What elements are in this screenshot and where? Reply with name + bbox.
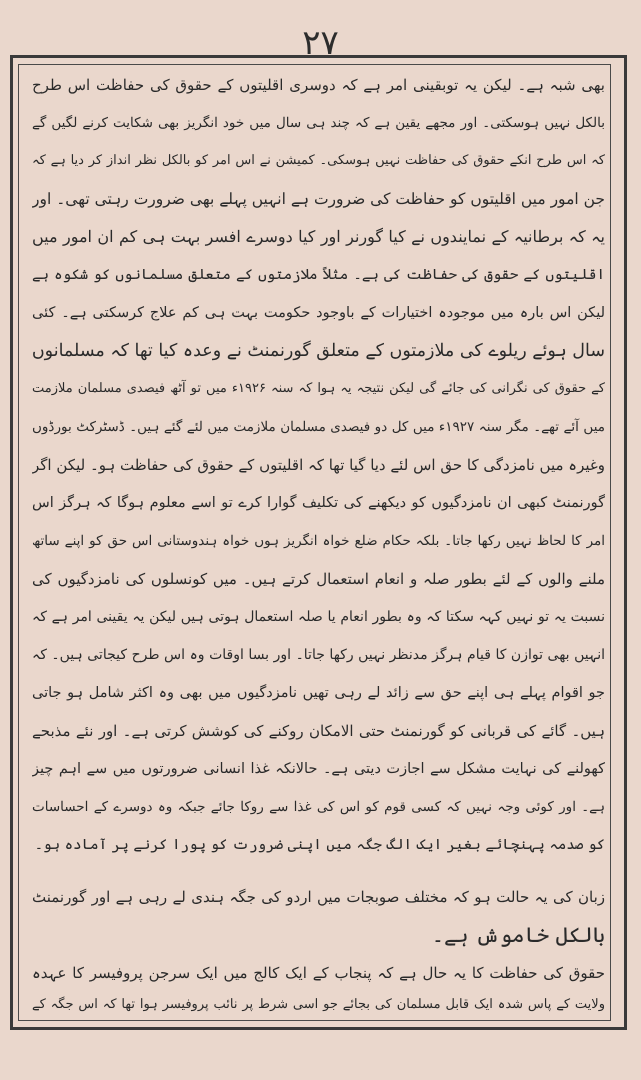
text-line: زبان کی یہ حالت ہو کہ مختلف صوبجات میں اردو کی جگہ ہندی لے رہی ہے اور گورنمنٹ (32, 888, 605, 906)
text-line: اقلیتوں کے حقوق کی حفاظت کی ہے۔ مثلاً ملازمتوں کے متعلق مسلمانوں کو شکوہ ہے (32, 267, 605, 283)
text-line: امر کا لحاظ نہیں رکھا جاتا۔ بلکہ حکام ضلع خواہ انگریز ہوں خواہ ہندوستانی اس حق کو اپنے ساتھ (32, 533, 605, 549)
text-line: یہ کہ برطانیہ کے نمایندوں نے کیا گورنر اور کیا دوسرے افسر بہت ہی کم ان امور میں (32, 227, 605, 246)
text-line: ملنے والوں کے لئے بطور صلہ و انعام استعمال کرتے ہیں۔ میں کونسلوں کی نامزدگیوں کی (32, 570, 605, 588)
text-line: کو صدمہ پہنچائے بغیر ایک الگ جگہ میں اپنی ضرورت کو پورا کرنے پر آمادہ ہو۔ (34, 837, 605, 853)
text-line: بھی شبہ ہے۔ لیکن یہ توبقینی امر ہے کہ دوسری اقلیتوں کے حقوق کی حفاظت اس طرح (32, 76, 605, 94)
text-line: کے حقوق کی نگرانی کی جائے گی لیکن نتیجہ یہ ہوا کہ سنہ ۱۹۲۶ء میں تو آٹھ فیصدی مسلمان ملازمت (32, 381, 605, 396)
text-line: حقوق کی حفاظت کا یہ حال ہے کہ پنجاب کے ایک کالج میں ایک سرجن پروفیسر کا عہدہ (32, 964, 605, 982)
text-line: کہ اس طرح انکے حقوق کی حفاظت نہیں ہوسکی۔ کمیشن نے اس امر کو بالکل نظر انداز کر دیا ہے کہ (32, 153, 605, 168)
page-text (32, 66, 605, 1024)
page-number: ۲۷ (302, 23, 339, 63)
text-line: بالکل نہیں ہوسکتی۔ اور مجھے یقین ہے کہ چند ہی سال میں خود انگریز بھی شکایت کرنے لگیں گے (32, 115, 605, 131)
text-line: وغیرہ میں نامزدگی کا حق اس لئے دیا گیا تھا کہ اقلیتوں کے حقوق کی حفاظت ہو۔ لیکن اگر (32, 456, 605, 474)
text-line: جو اقوام پہلے ہی اپنے حق سے زائد لے رہی تھیں نامزدگیوں میں بھی وہ اکثر شامل ہو جاتی (32, 685, 605, 701)
text-line: ولایت کے پاس شدہ ایک قابل مسلمان کی بجائے جو اسی شرط پر نائب پروفیسر ہوا تھا کہ اس جگہ کے (32, 997, 605, 1012)
text-line: ہے۔ اور کوئی وجہ نہیں کہ کسی قوم کو اس کی غذا سے روکا جائے جبکہ وہ دوسرے کے احساسات (32, 799, 605, 815)
text-line: سال ہوئے ریلوے کی ملازمتوں کے متعلق گورنمنٹ نے وعدہ کیا تھا کہ مسلمانوں (32, 341, 605, 361)
text-line: لیکن اس بارہ میں موجودہ اختیارات کے باوجود حکومت بہت ہی کم علاج کرسکتی ہے۔ کئی (32, 305, 605, 321)
text-line: میں آئے تھے۔ مگر سنہ ۱۹۲۷ء میں کل دو فیصدی مسلمان ملازمت میں لئے گئے ہیں۔ ڈسٹرکٹ بورڈوں (32, 419, 605, 435)
text-line: نسبت یہ تو نہیں کہہ سکتا کہ وہ بطور انعام یا صلہ استعمال ہوتی ہیں لیکن یہ یقینی امر ہے کہ (32, 609, 605, 625)
text-line: بالکل خاموش ہے۔ (431, 923, 605, 947)
text-line: انہیں بھی توازن کا قیام ہرگز مدنظر نہیں رکھا جاتا۔ اور بسا اوقات وہ اس طرح کیجاتی ہیں۔ کہ (32, 647, 605, 663)
text-line: گورنمنٹ کبھی ان نامزدگیوں کو دیکھنے کی تکلیف گوارا کرے تو اسے معلوم ہوگا کہ ہرگز اس (32, 495, 605, 511)
text-line: کھولنے کی نہایت مشکل سے اجازت دیتی ہے۔ حالانکہ غذا انسانی ضرورتوں میں سے اہم چیز (32, 761, 605, 777)
text-line: ہیں۔ گائے کی قربانی کو گورنمنٹ حتی الامکان روکنے کی کوشش کرتی ہے۔ اور نئے مذبحے (32, 722, 605, 740)
text-line: جن امور میں اقلیتوں کو حفاظت کی ضرورت ہے انہیں پہلے بھی ضرورت رہتی تھی۔ اور (32, 190, 605, 208)
